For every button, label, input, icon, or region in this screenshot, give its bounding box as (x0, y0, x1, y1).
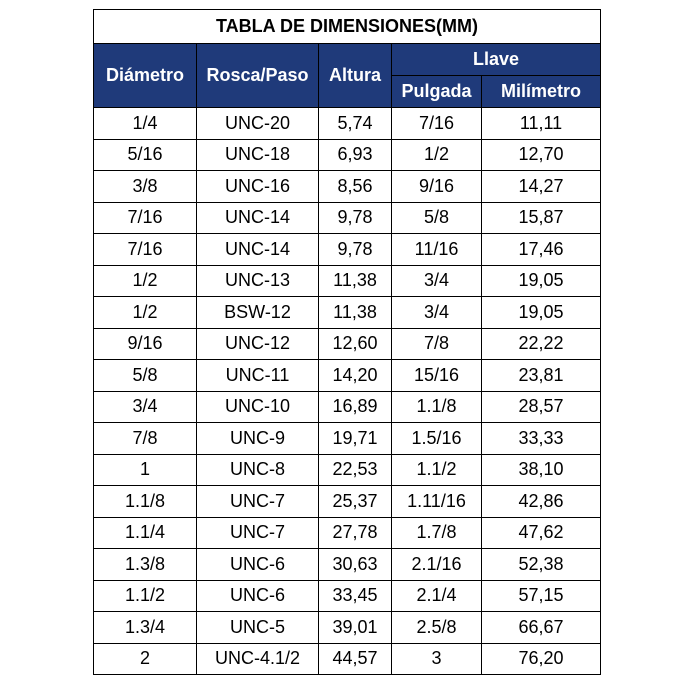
milimetro-cell: 19,05 (482, 265, 601, 297)
table-row (94, 612, 601, 644)
altura-cell: 9,78 (319, 234, 392, 266)
diametro-cell: 5/8 (94, 360, 197, 392)
header-llave: Llave (392, 44, 601, 76)
diametro-cell: 1.3/8 (94, 549, 197, 581)
altura-cell: 33,45 (319, 580, 392, 612)
pulgada-cell: 1.1/8 (392, 391, 482, 423)
pulgada-cell: 3/4 (392, 297, 482, 329)
milimetro-cell: 12,70 (482, 139, 601, 171)
diametro-cell: 1/2 (94, 297, 197, 329)
rosca-paso-cell: UNC-14 (197, 234, 319, 266)
table-row (94, 391, 601, 423)
altura-cell: 9,78 (319, 202, 392, 234)
table-row (94, 517, 601, 549)
rosca-paso-cell: UNC-4.1/2 (197, 643, 319, 675)
milimetro-cell: 23,81 (482, 360, 601, 392)
rosca-paso-cell: UNC-5 (197, 612, 319, 644)
rosca-paso-cell: UNC-7 (197, 486, 319, 518)
table-row (94, 171, 601, 203)
rosca-paso-cell: UNC-20 (197, 108, 319, 140)
header-diametro: Diámetro (94, 44, 197, 108)
milimetro-cell: 52,38 (482, 549, 601, 581)
rosca-paso-cell: UNC-13 (197, 265, 319, 297)
pulgada-cell: 9/16 (392, 171, 482, 203)
table-row (94, 486, 601, 518)
milimetro-cell: 15,87 (482, 202, 601, 234)
milimetro-cell: 42,86 (482, 486, 601, 518)
header-milimetro: Milímetro (482, 76, 601, 108)
pulgada-cell: 1.1/2 (392, 454, 482, 486)
milimetro-cell: 11,11 (482, 108, 601, 140)
pulgada-cell: 3 (392, 643, 482, 675)
table-row (94, 360, 601, 392)
diametro-cell: 1/2 (94, 265, 197, 297)
altura-cell: 44,57 (319, 643, 392, 675)
rosca-paso-cell: UNC-8 (197, 454, 319, 486)
table-row (94, 454, 601, 486)
rosca-paso-cell: UNC-6 (197, 580, 319, 612)
milimetro-cell: 38,10 (482, 454, 601, 486)
pulgada-cell: 2.1/4 (392, 580, 482, 612)
diametro-cell: 3/4 (94, 391, 197, 423)
rosca-paso-cell: UNC-7 (197, 517, 319, 549)
altura-cell: 14,20 (319, 360, 392, 392)
milimetro-cell: 14,27 (482, 171, 601, 203)
milimetro-cell: 33,33 (482, 423, 601, 455)
milimetro-cell: 19,05 (482, 297, 601, 329)
table-row (94, 423, 601, 455)
milimetro-cell: 28,57 (482, 391, 601, 423)
diametro-cell: 1.1/8 (94, 486, 197, 518)
milimetro-cell: 76,20 (482, 643, 601, 675)
diametro-cell: 1/4 (94, 108, 197, 140)
altura-cell: 12,60 (319, 328, 392, 360)
rosca-paso-cell: UNC-16 (197, 171, 319, 203)
milimetro-cell: 57,15 (482, 580, 601, 612)
diametro-cell: 1 (94, 454, 197, 486)
altura-cell: 25,37 (319, 486, 392, 518)
diametro-cell: 1.3/4 (94, 612, 197, 644)
pulgada-cell: 1.11/16 (392, 486, 482, 518)
altura-cell: 16,89 (319, 391, 392, 423)
pulgada-cell: 7/16 (392, 108, 482, 140)
pulgada-cell: 11/16 (392, 234, 482, 266)
altura-cell: 5,74 (319, 108, 392, 140)
rosca-paso-cell: UNC-6 (197, 549, 319, 581)
pulgada-cell: 5/8 (392, 202, 482, 234)
altura-cell: 11,38 (319, 265, 392, 297)
altura-cell: 27,78 (319, 517, 392, 549)
table-row (94, 643, 601, 675)
diametro-cell: 2 (94, 643, 197, 675)
pulgada-cell: 3/4 (392, 265, 482, 297)
milimetro-cell: 47,62 (482, 517, 601, 549)
dimensions-table (93, 9, 601, 675)
table-row (94, 139, 601, 171)
header-rosca-paso: Rosca/Paso (197, 44, 319, 108)
rosca-paso-cell: UNC-12 (197, 328, 319, 360)
altura-cell: 8,56 (319, 171, 392, 203)
diametro-cell: 9/16 (94, 328, 197, 360)
pulgada-cell: 1.7/8 (392, 517, 482, 549)
pulgada-cell: 7/8 (392, 328, 482, 360)
diametro-cell: 3/8 (94, 171, 197, 203)
diametro-cell: 1.1/4 (94, 517, 197, 549)
pulgada-cell: 15/16 (392, 360, 482, 392)
rosca-paso-cell: UNC-14 (197, 202, 319, 234)
header-altura: Altura (319, 44, 392, 108)
altura-cell: 19,71 (319, 423, 392, 455)
altura-cell: 22,53 (319, 454, 392, 486)
pulgada-cell: 1/2 (392, 139, 482, 171)
rosca-paso-cell: UNC-18 (197, 139, 319, 171)
altura-cell: 11,38 (319, 297, 392, 329)
altura-cell: 39,01 (319, 612, 392, 644)
milimetro-cell: 17,46 (482, 234, 601, 266)
pulgada-cell: 2.5/8 (392, 612, 482, 644)
table-row (94, 580, 601, 612)
milimetro-cell: 66,67 (482, 612, 601, 644)
table-row (94, 328, 601, 360)
rosca-paso-cell: BSW-12 (197, 297, 319, 329)
table-row (94, 108, 601, 140)
table-body (94, 108, 601, 675)
diametro-cell: 7/16 (94, 202, 197, 234)
header-pulgada: Pulgada (392, 76, 482, 108)
table-row (94, 234, 601, 266)
altura-cell: 6,93 (319, 139, 392, 171)
rosca-paso-cell: UNC-11 (197, 360, 319, 392)
altura-cell: 30,63 (319, 549, 392, 581)
table-row (94, 297, 601, 329)
table-title: TABLA DE DIMENSIONES(MM) (94, 10, 601, 44)
table-row (94, 549, 601, 581)
pulgada-cell: 1.5/16 (392, 423, 482, 455)
rosca-paso-cell: UNC-10 (197, 391, 319, 423)
table-row (94, 202, 601, 234)
milimetro-cell: 22,22 (482, 328, 601, 360)
diametro-cell: 5/16 (94, 139, 197, 171)
pulgada-cell: 2.1/16 (392, 549, 482, 581)
rosca-paso-cell: UNC-9 (197, 423, 319, 455)
diametro-cell: 1.1/2 (94, 580, 197, 612)
diametro-cell: 7/16 (94, 234, 197, 266)
table-row (94, 265, 601, 297)
diametro-cell: 7/8 (94, 423, 197, 455)
